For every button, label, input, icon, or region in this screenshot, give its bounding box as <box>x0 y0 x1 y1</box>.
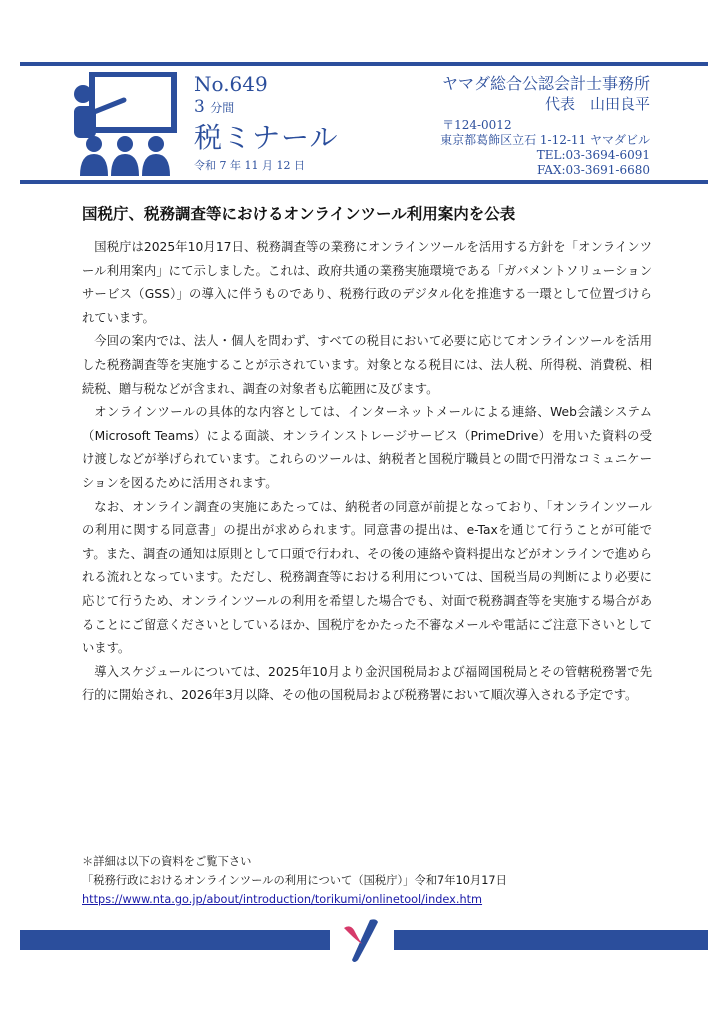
reference-source: 「税務行政におけるオンラインツールの利用について（国税庁）」令和7年10月17日 <box>82 874 507 887</box>
footer-bar-right <box>394 930 708 950</box>
office-info <box>440 74 650 178</box>
footer-logo-icon <box>340 916 384 964</box>
article-title: 国税庁、税務調査等におけるオンラインツール利用案内を公表 <box>82 205 516 223</box>
article-body <box>82 236 652 708</box>
article-paragraph: 今回の案内では、法人・個人を問わず、すべての税目において必要に応じてオンラインツールを活用した税務調査等を実施することが示されています。対象となる税目には、法人税、所得税、消費税、相続税、贈与税などが含まれ、調査の対象者も広範囲に及びます。 <box>82 334 652 396</box>
reading-time-unit: 分間 <box>210 101 235 115</box>
issue-date: 令和 7 年 11 月 12 日 <box>194 159 305 172</box>
references <box>82 852 507 909</box>
header-bottom-bar <box>20 180 708 184</box>
reference-link[interactable]: https://www.nta.go.jp/about/introduction/torikumi/onlinetool/index.htm <box>82 893 483 906</box>
article-paragraph: なお、オンライン調査の実施にあたっては、納税者の同意が前提となっており、「オンラインツールの利用に関する同意書」の提出が求められます。同意書の提出は、e-Taxを通じて行うことが可能です。また、調査の通知は原則として口頭で行われ、その後の連絡や資料提出などがオンラインで進められる流れとなっています。ただし、税務調査等における利用については、国税当局の判断により必要に応じて行うため、オンラインツールの利用を希望した場合でも、対面で税務調査等を実施する場合があることにご留意くださいとしているほか、国税庁をかたった不審なメールや電話にご注意下さいとしています。 <box>82 499 652 656</box>
office-representative: 代表 山田良平 <box>544 95 650 113</box>
article-paragraph: 国税庁は2025年10月17日、税務調査等の業務にオンラインツールを活用する方針を「オンラインツール利用案内」にて示しました。これは、政府共通の業務実施環境である「ガバメントソリューションサービス（GSS）」の導入に伴うものであり、税務行政のデジタル化を推進する一環として位置づけられています。 <box>82 240 652 325</box>
office-zip: 〒124-0012 <box>442 118 512 132</box>
article-paragraph: 導入スケジュールについては、2025年10月より金沢国税局および福岡国税局とその管轄税務署で先行的に開始され、2026年3月以降、その他の国税局および税務署において順次導入される予定です。 <box>82 664 652 703</box>
reference-note: ＊詳細は以下の資料をご覧下さい <box>82 855 252 868</box>
seminar-audience-icon <box>70 72 180 176</box>
reading-time <box>194 97 234 117</box>
footer-bar-left <box>20 930 330 950</box>
reading-time-value: 3 <box>194 97 205 117</box>
office-fax: FAX:03-3691-6680 <box>537 163 650 177</box>
article-paragraph: オンラインツールの具体的な内容としては、インターネットメールによる連絡、Web会議システム（Microsoft Teams）による面談、オンラインストレージサービス（PrimeDrive）を用いた資料の受け渡しなどが挙げられています。これらのツールは、納税者と国税庁職員との間で円滑なコミュニケーションを図るために活用されます。 <box>82 405 652 490</box>
issue-number: No.649 <box>194 72 268 96</box>
office-tel: TEL:03-3694-6091 <box>536 148 650 162</box>
series-title: 税ミナール <box>194 121 339 154</box>
office-name: ヤマダ総合公認会計士事務所 <box>441 74 650 93</box>
header-top-bar <box>20 62 708 66</box>
office-address: 東京都葛飾区立石 1-12-11 ヤマダビル <box>440 133 650 147</box>
